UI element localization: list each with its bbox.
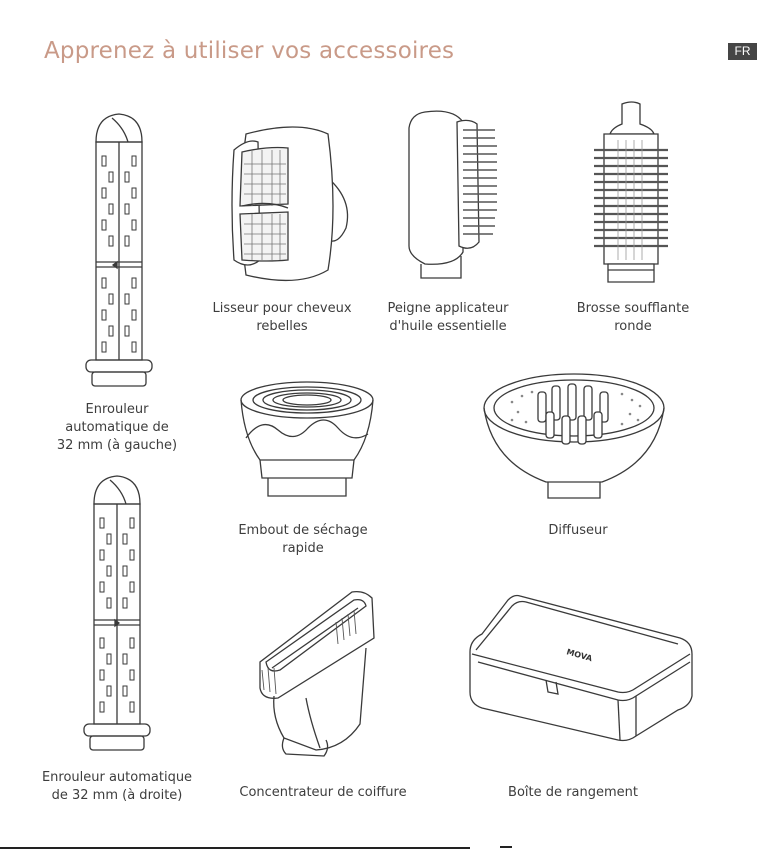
caption-diffuser: Diffuseur <box>548 523 608 538</box>
round-brush-icon <box>592 100 672 286</box>
caption-smoothing-brush: Lisseur pour cheveux rebelles <box>212 301 352 334</box>
oil-comb-icon <box>405 106 501 282</box>
curler-right-icon <box>82 474 152 756</box>
styling-concentrator-icon <box>256 588 380 758</box>
caption-fast-dry-nozzle: Embout de séchage rapide <box>238 523 368 556</box>
caption-curler-right: Enrouleur automatique de 32 mm (à droite) <box>41 770 193 803</box>
storage-box-icon <box>468 592 694 768</box>
diffuser-icon <box>482 372 666 502</box>
caption-oil-comb: Peigne applicateur d'huile essentielle <box>387 301 509 334</box>
language-badge: FR <box>728 43 757 60</box>
caption-round-brush: Brosse soufflante ronde <box>576 301 690 334</box>
curler-left-icon <box>84 112 154 392</box>
fast-dry-nozzle-icon <box>238 378 376 502</box>
footer-mark <box>500 846 512 848</box>
caption-storage-box: Boîte de rangement <box>508 785 638 800</box>
caption-styling-concentrator: Concentrateur de coiffure <box>239 785 407 800</box>
footer-rule <box>0 847 470 849</box>
brand-logo: MOVA <box>565 647 594 664</box>
caption-curler-left: Enrouleur automatique de 32 mm (à gauche) <box>56 402 178 453</box>
page-title: Apprenez à utiliser vos accessoires <box>44 38 455 64</box>
smoothing-brush-icon <box>228 120 356 288</box>
